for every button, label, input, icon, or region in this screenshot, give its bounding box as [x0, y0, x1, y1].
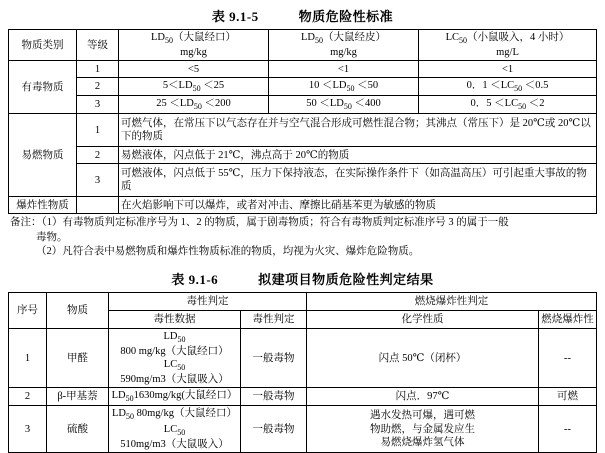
cell-fire-result: --: [539, 328, 597, 387]
cell-no: 2: [9, 388, 47, 406]
cell-dermal: $10 <LD_{50} <50$: [269, 78, 419, 96]
toxicity-data-line1: $LD_{50}800$ mg/kg（大鼠经口）: [120, 330, 229, 358]
note-line-1: 备注：（1）有毒物质判定标准序号为 1、2 的物质，属于剧毒物质；符合有毒物质判定标准序号 3 的属于一般: [10, 217, 509, 229]
cell-grade: 3: [77, 164, 119, 197]
cell-fire-result: 可燃: [539, 388, 597, 406]
cell-oral: $5<LD_{50} <25$: [119, 78, 269, 96]
cell-grade: 1: [77, 114, 119, 147]
chemical-property-line2: 物助燃，与金属发应生: [370, 423, 475, 435]
cell-toxicity-result: 一般毒物: [241, 328, 307, 387]
cell-dermal: <1: [269, 61, 419, 78]
table-row: [9, 197, 597, 214]
table1-notes: [8, 216, 597, 259]
header-fire-result: 燃烧爆炸性: [539, 310, 597, 328]
table-row: [9, 406, 597, 452]
table-row-header: [9, 30, 597, 61]
cell-category-toxic: 有毒物质: [9, 61, 77, 114]
header-no: 序号: [9, 292, 47, 328]
table-row: [9, 114, 597, 147]
header-fire-group: 燃烧爆炸性判定: [307, 292, 597, 310]
chemical-property-line1: 遇水发热可爆，遇可燃: [370, 410, 475, 422]
table-row: [9, 328, 597, 387]
cell-substance: 甲醛: [47, 328, 109, 387]
cell-no: 3: [9, 406, 47, 452]
table2-caption: [8, 269, 597, 288]
chemical-property-line3: 易燃烧爆炸氢气体: [380, 436, 465, 448]
cell-grade: 2: [77, 78, 119, 96]
table-row: [9, 78, 597, 96]
cell-category-explosive: 爆炸性物质: [9, 197, 77, 214]
header-oral: [119, 30, 269, 61]
header-inhale-line1: $LC_{50}$（小鼠吸入，4 小时）: [445, 32, 570, 46]
table2-caption-number: 表 9.1-6: [171, 271, 219, 287]
header-toxicity-data: 毒性数据: [109, 310, 241, 328]
project-material-hazard-result-table: [8, 292, 597, 453]
cell-substance: β-甲基萘: [47, 388, 109, 406]
header-dermal-line1: $LD_{50}$（大鼠经皮）: [301, 32, 386, 46]
cell-chemical-property: 闪点．97℃: [307, 388, 539, 406]
header-category: 物质类别: [9, 30, 77, 61]
header-substance: 物质: [47, 292, 109, 328]
cell-description: 在火焰影响下可以爆炸，或者对冲击、摩擦比硝基苯更为敏感的物质: [119, 197, 597, 214]
cell-description: 易燃液体，闪点低于 21℃，沸点高于 20℃的物质: [119, 147, 597, 164]
table-row: [9, 61, 597, 78]
cell-grade: 3: [77, 96, 119, 114]
cell-inhale: 0．$1 <LC_{50} <0.5$: [419, 78, 597, 96]
table1-caption-number: 表 9.1-5: [211, 9, 259, 24]
table-row: [9, 164, 597, 197]
cell-category-flammable: 易燃物质: [9, 114, 77, 197]
header-oral-line1: $LD_{50}$（大鼠经口）: [151, 32, 236, 46]
table-row-header: [9, 292, 597, 310]
toxicity-data-line2: $LC_{50}590mg/m3$（大鼠吸入）: [120, 359, 229, 386]
toxicity-data-line2: $LC_{50}510mg/m3$（大鼠吸入）: [120, 423, 229, 450]
material-hazard-standard-table: [8, 29, 597, 214]
cell-grade: 2: [77, 147, 119, 164]
table1-caption-title: 物质危险性标准: [298, 9, 394, 24]
header-inhale-line2: mg/L: [496, 47, 519, 59]
header-dermal: [269, 30, 419, 61]
header-inhale: [419, 30, 597, 61]
note-line-2: 毒物。: [36, 231, 68, 243]
cell-toxicity-data: $LD_{50}1630mg/kg$(大鼠经口）: [109, 388, 241, 406]
header-oral-line2: mg/kg: [180, 47, 207, 59]
table1-caption: [8, 6, 597, 25]
cell-toxicity-result: 一般毒物: [241, 406, 307, 452]
header-grade: 等级: [77, 30, 119, 61]
cell-oral: <5: [119, 61, 269, 78]
header-toxicity-group: 毒性判定: [109, 292, 307, 310]
table-row: [9, 388, 597, 406]
cell-dermal: $50 <LD_{50} <400$: [269, 96, 419, 114]
cell-toxicity-data: [109, 406, 241, 452]
cell-chemical-property: 闪点 50℃（闭杯）: [307, 328, 539, 387]
cell-inhale: 0．$5 <LC_{50} <2$: [419, 96, 597, 114]
cell-substance: 硫酸: [47, 406, 109, 452]
cell-no: 1: [9, 328, 47, 387]
cell-chemical-property: [307, 406, 539, 452]
header-toxicity-result: 毒性判定: [241, 310, 307, 328]
cell-toxicity-data: [109, 328, 241, 387]
cell-fire-result: --: [539, 406, 597, 452]
cell-inhale: <1: [419, 61, 597, 78]
table2-caption-title: 拟建项目物质危险性判定结果: [258, 271, 434, 287]
header-dermal-line2: mg/kg: [330, 47, 357, 59]
cell-toxicity-result: 一般毒物: [241, 388, 307, 406]
cell-oral: $25 <LD_{50} <200$: [119, 96, 269, 114]
header-chemical-property: 化学性质: [307, 310, 539, 328]
note-line-3: （2）凡符合表中易燃物质和爆炸性物质标准的物质，均视为火灾、爆炸危险物质。: [36, 245, 420, 257]
table-row: [9, 96, 597, 114]
cell-grade: 1: [77, 61, 119, 78]
toxicity-data-line1: $LD_{50}$ 80mg/kg（大鼠经口）: [112, 408, 237, 422]
cell-description: 可燃液体，闪点低于 55℃，压力下保持液态，在实际操作条件下（如高温高压）可引起重大事故的物质: [119, 164, 597, 197]
cell-grade: [77, 197, 119, 214]
cell-description: 可燃气体，在常压下以气态存在并与空气混合形成可燃性混合物；其沸点（常压下）是 20℃或 20℃以下的物质: [119, 114, 597, 147]
table-row: [9, 147, 597, 164]
